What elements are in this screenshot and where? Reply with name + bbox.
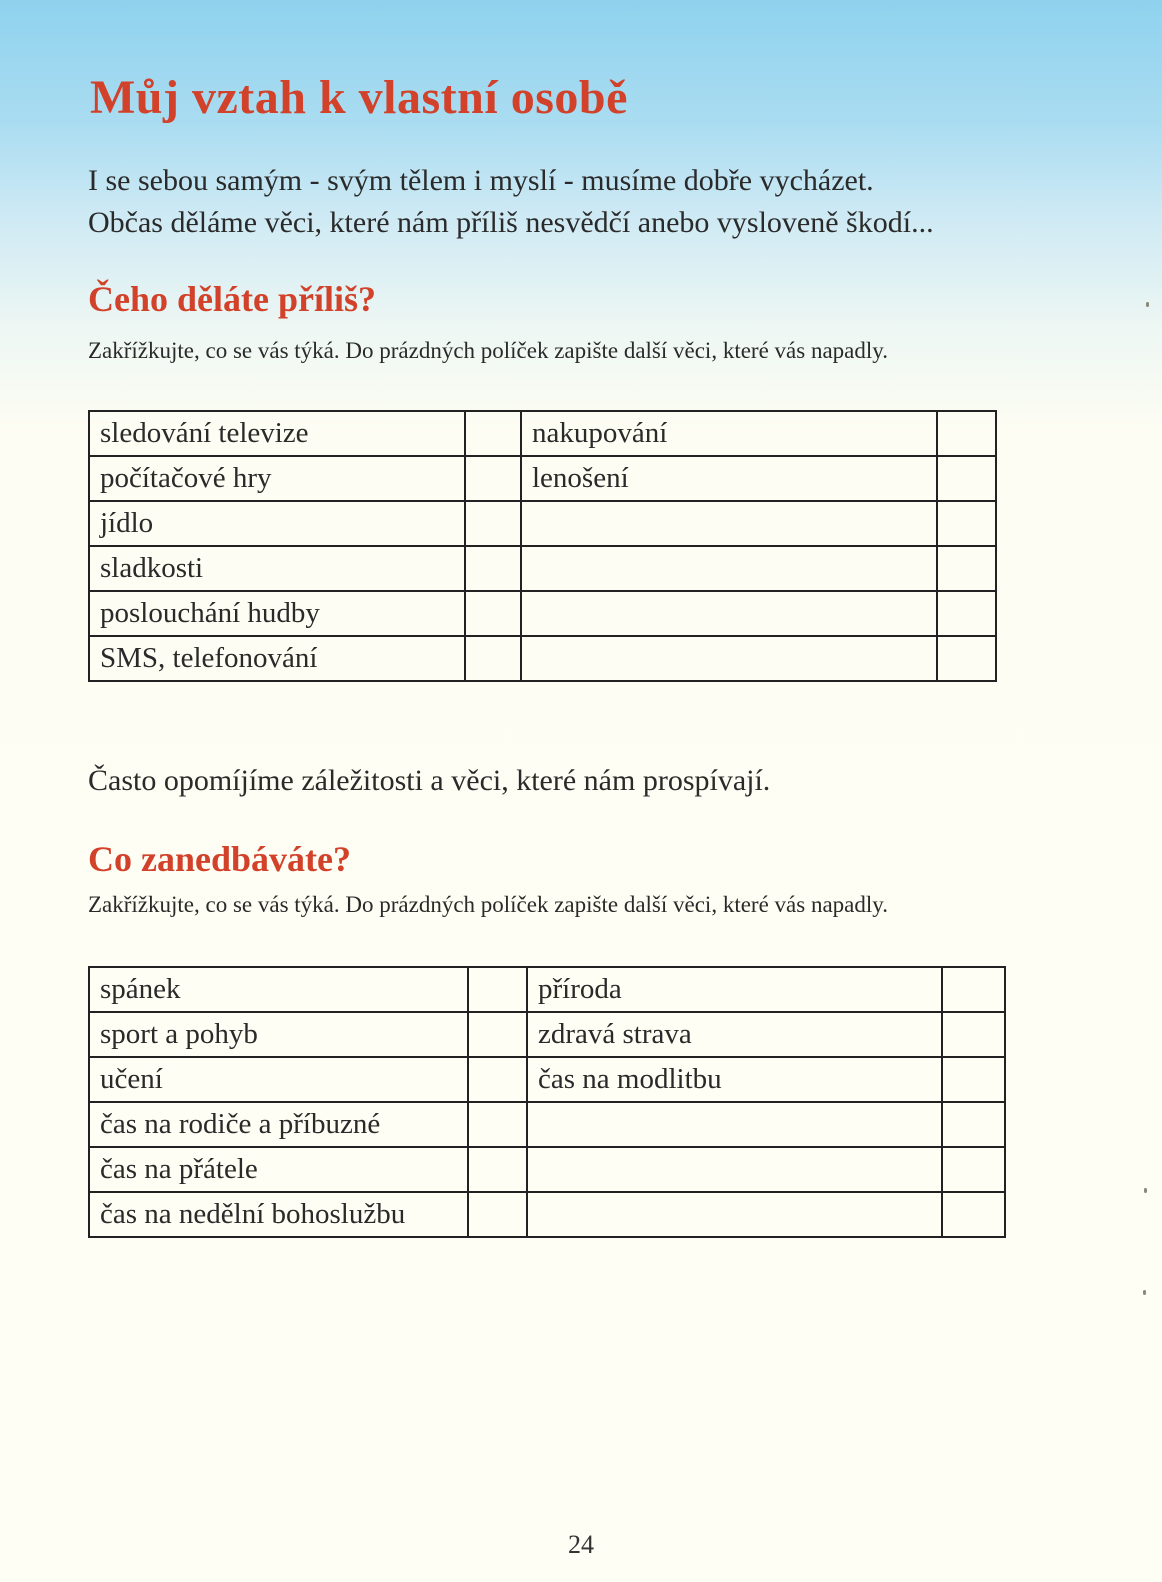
checkbox-cell[interactable] — [468, 1147, 527, 1192]
item-label: poslouchání hudby — [89, 591, 465, 636]
section1-checklist — [88, 410, 997, 682]
table-row — [89, 1192, 1005, 1237]
item-label: spánek — [89, 967, 468, 1012]
checkbox-cell[interactable] — [937, 456, 996, 501]
checkbox-cell[interactable] — [465, 591, 521, 636]
item-label: počítačové hry — [89, 456, 465, 501]
checkbox-cell[interactable] — [942, 967, 1005, 1012]
table-row — [89, 591, 996, 636]
table-row — [89, 1057, 1005, 1102]
table-row — [89, 967, 1005, 1012]
checkbox-cell[interactable] — [942, 1192, 1005, 1237]
scan-speck — [1146, 302, 1149, 307]
page-number: 24 — [568, 1530, 594, 1559]
section2-instruction: Zakřížkujte, co se vás týká. Do prázdných políček zapište další věci, které vás napadly. — [88, 892, 889, 917]
blank-write-in-cell[interactable] — [521, 636, 937, 681]
checkbox-cell[interactable] — [465, 501, 521, 546]
checkbox-cell[interactable] — [465, 636, 521, 681]
item-label[interactable]: příroda — [527, 967, 942, 1012]
checkbox-cell[interactable] — [942, 1057, 1005, 1102]
blank-write-in-cell[interactable] — [527, 1102, 942, 1147]
scan-speck — [1144, 1188, 1147, 1193]
scan-speck — [1143, 1290, 1146, 1295]
section1-instruction: Zakřížkujte, co se vás týká. Do prázdných políček zapište další věci, které vás napadly. — [88, 338, 889, 363]
middle-text: Často opomíjíme záležitosti a věci, které nám prospívají. — [88, 764, 771, 797]
intro-line-1: I se sebou samým - svým tělem i myslí - musíme dobře vycházet. — [88, 164, 874, 197]
table-row — [89, 1012, 1005, 1057]
table-row — [89, 1102, 1005, 1147]
checkbox-cell[interactable] — [468, 1192, 527, 1237]
checkbox-cell[interactable] — [942, 1102, 1005, 1147]
blank-write-in-cell[interactable] — [521, 501, 937, 546]
intro-paragraph — [88, 160, 934, 244]
item-label: sledování televize — [89, 411, 465, 456]
item-label: čas na přátele — [89, 1147, 468, 1192]
checkbox-cell[interactable] — [468, 967, 527, 1012]
blank-write-in-cell[interactable] — [527, 1192, 942, 1237]
section2-checklist — [88, 966, 1006, 1238]
checkbox-cell[interactable] — [937, 636, 996, 681]
page-title: Můj vztah k vlastní osobě — [90, 71, 628, 124]
item-label: sladkosti — [89, 546, 465, 591]
intro-line-2: Občas děláme věci, které nám příliš nesvědčí anebo vysloveně škodí... — [88, 206, 934, 239]
item-label[interactable]: nakupování — [521, 411, 937, 456]
checkbox-cell[interactable] — [468, 1012, 527, 1057]
checkbox-cell[interactable] — [942, 1012, 1005, 1057]
table-row — [89, 636, 996, 681]
checkbox-cell[interactable] — [465, 456, 521, 501]
blank-write-in-cell[interactable] — [527, 1147, 942, 1192]
table-row — [89, 501, 996, 546]
table-row — [89, 546, 996, 591]
item-label: jídlo — [89, 501, 465, 546]
checkbox-cell[interactable] — [465, 546, 521, 591]
item-label: sport a pohyb — [89, 1012, 468, 1057]
item-label[interactable]: zdravá strava — [527, 1012, 942, 1057]
checkbox-cell[interactable] — [465, 411, 521, 456]
checkbox-cell[interactable] — [937, 501, 996, 546]
item-label[interactable]: lenošení — [521, 456, 937, 501]
section2-heading: Co zanedbáváte? — [88, 839, 351, 879]
item-label[interactable]: čas na modlitbu — [527, 1057, 942, 1102]
checkbox-cell[interactable] — [468, 1057, 527, 1102]
item-label: čas na nedělní bohoslužbu — [89, 1192, 468, 1237]
item-label: SMS, telefonování — [89, 636, 465, 681]
item-label: čas na rodiče a příbuzné — [89, 1102, 468, 1147]
table-row — [89, 1147, 1005, 1192]
checkbox-cell[interactable] — [468, 1102, 527, 1147]
item-label: učení — [89, 1057, 468, 1102]
checkbox-cell[interactable] — [937, 411, 996, 456]
blank-write-in-cell[interactable] — [521, 546, 937, 591]
section1-heading: Čeho děláte příliš? — [88, 279, 376, 319]
table-row — [89, 411, 996, 456]
checkbox-cell[interactable] — [942, 1147, 1005, 1192]
blank-write-in-cell[interactable] — [521, 591, 937, 636]
checkbox-cell[interactable] — [937, 591, 996, 636]
checkbox-cell[interactable] — [937, 546, 996, 591]
table-row — [89, 456, 996, 501]
